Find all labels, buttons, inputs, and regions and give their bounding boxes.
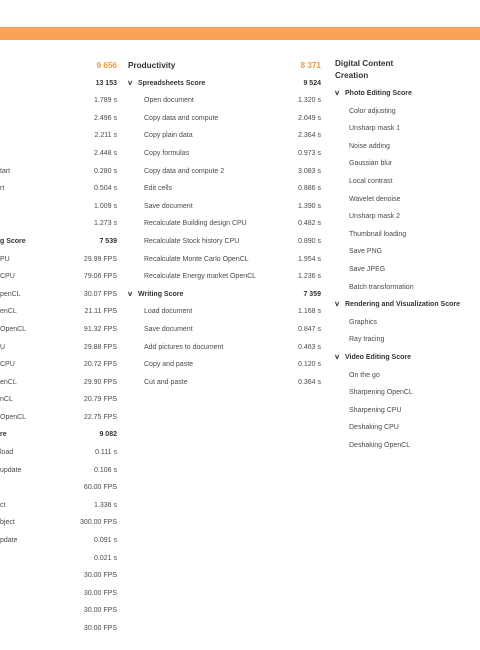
test-row [335, 208, 480, 226]
left-row-label: penCL [0, 290, 21, 298]
test-label: Batch transformation [349, 283, 414, 291]
left-row [0, 462, 117, 480]
test-label: Recalculate Monte Carlo OpenCL [144, 255, 249, 263]
test-row [128, 339, 321, 357]
left-row-value: 0.504 s [94, 185, 117, 193]
left-row-label: tart [0, 167, 11, 175]
left-row [0, 585, 117, 603]
left-row-label: rt [0, 185, 5, 193]
test-row [335, 419, 480, 437]
left-row-value: 29.90 FPS [83, 378, 117, 386]
test-row [128, 251, 321, 269]
chevron-down-icon: ∨ [334, 301, 341, 309]
section-label: Photo Editing Score [345, 90, 412, 97]
test-row [335, 261, 480, 279]
left-row-value: 1.789 s [94, 97, 117, 105]
left-row [0, 198, 117, 216]
test-value: 0.364 s [298, 378, 321, 386]
test-row [128, 233, 321, 251]
left-row-label: pdate [0, 537, 18, 545]
left-row-value: 0.111 s [95, 449, 117, 457]
test-row [128, 356, 321, 374]
test-label: Deshaking CPU [349, 424, 399, 432]
left-row [0, 356, 117, 374]
test-row [335, 173, 480, 191]
left-row-label: CPU [0, 273, 15, 281]
left-row-label: g Score [0, 237, 26, 245]
left-row-label: update [0, 466, 22, 474]
left-row-value: 30.00 FPS [83, 625, 117, 632]
left-row-label: ct [0, 501, 6, 509]
digital-content-creation-column [335, 57, 480, 454]
left-column-header [0, 57, 117, 75]
test-label: Copy formulas [144, 149, 190, 157]
test-row [128, 180, 321, 198]
left-row-label: OpenCL [0, 325, 27, 333]
test-label: Wavelet denoise [349, 195, 401, 203]
left-row-value: 2.496 s [94, 114, 117, 122]
chevron-down-icon: ∨ [127, 290, 134, 298]
test-value: 1.320 s [298, 97, 321, 105]
test-row [335, 155, 480, 173]
test-value: 2.364 s [298, 132, 321, 140]
test-label: Save document [144, 325, 193, 333]
top-strip [0, 0, 480, 27]
left-row-value: 9 082 [99, 431, 117, 439]
left-row-label: re [0, 431, 7, 439]
left-row-value: 0.280 s [94, 167, 117, 175]
test-label: Save JPEG [349, 265, 386, 273]
left-row [0, 163, 117, 181]
test-row [128, 145, 321, 163]
section-toggle[interactable] [335, 296, 480, 314]
left-row [0, 303, 117, 321]
test-label: Load document [144, 308, 193, 316]
test-value: 2.049 s [298, 114, 321, 122]
test-label: Deshaking OpenCL [349, 441, 411, 449]
left-row-value: 22.75 FPS [83, 413, 117, 421]
chevron-down-icon: ∨ [334, 353, 341, 361]
test-value: 0.482 s [298, 220, 321, 228]
productivity-title: Productivity [128, 61, 176, 70]
test-value: 1.390 s [298, 202, 321, 210]
left-row-value: 60.00 FPS [83, 484, 117, 492]
left-row [0, 550, 117, 568]
left-row-value: 1.273 s [94, 220, 117, 228]
left-row [0, 233, 117, 251]
left-row [0, 602, 117, 620]
left-row-label: OpenCL [0, 413, 27, 421]
test-value: 0.890 s [298, 237, 321, 245]
left-row-label: U [0, 343, 6, 351]
test-label: Unsharp mask 2 [349, 213, 400, 221]
test-value: 3.083 s [298, 167, 321, 175]
test-value: 7 359 [303, 290, 321, 298]
left-row [0, 497, 117, 515]
left-row-label: enCL [0, 308, 17, 316]
left-row-value: 20.79 FPS [83, 396, 117, 404]
test-label: Add pictures to document [144, 343, 224, 351]
left-row-value: 1.336 s [94, 501, 117, 509]
test-label: Gaussian blur [349, 160, 393, 168]
chevron-down-icon: ∨ [334, 90, 341, 97]
test-label: Recalculate Energy market OpenCL [144, 273, 257, 281]
left-row [0, 321, 117, 339]
left-results-column [0, 57, 117, 638]
left-row-value: 79.06 FPS [83, 273, 117, 281]
left-row [0, 567, 117, 585]
productivity-header [128, 57, 321, 75]
left-row-value: 29.99 FPS [83, 255, 117, 263]
test-row [335, 314, 480, 332]
left-row-label: CPU [0, 361, 15, 369]
test-label: Copy data and compute 2 [144, 167, 225, 175]
test-value: 1.168 s [298, 308, 321, 316]
test-value: 0.886 s [298, 185, 321, 193]
left-row [0, 620, 117, 638]
section-toggle[interactable] [128, 286, 321, 304]
section-toggle[interactable] [335, 85, 480, 103]
productivity-total: 8 371 [300, 61, 321, 70]
test-label: Copy plain data [144, 132, 193, 140]
dcc-title-line1: Digital Content [335, 59, 394, 68]
left-row [0, 92, 117, 110]
test-label: Ray tracing [349, 336, 385, 344]
left-row-value: 1.009 s [94, 202, 117, 210]
test-label: Recalculate Building design CPU [144, 220, 247, 228]
test-value: 0.973 s [298, 149, 321, 157]
test-label: Local contrast [349, 177, 393, 185]
left-row-value: 30.00 FPS [83, 589, 117, 597]
test-row [335, 279, 480, 297]
left-row [0, 251, 117, 269]
left-row-label: nCL [0, 396, 13, 404]
test-label: Copy data and compute [144, 114, 219, 122]
left-row [0, 532, 117, 550]
test-row [128, 321, 321, 339]
left-row-value: 7 539 [99, 237, 117, 245]
test-row [128, 92, 321, 110]
left-row [0, 145, 117, 163]
test-label: Noise adding [349, 142, 390, 150]
test-row [128, 303, 321, 321]
test-value: 1.954 s [298, 255, 321, 263]
test-label: Edit cells [144, 185, 173, 193]
test-row [128, 198, 321, 216]
left-row-value: 2.211 s [94, 132, 117, 140]
test-row [128, 110, 321, 128]
left-row [0, 110, 117, 128]
test-row [335, 437, 480, 455]
left-row-value: 30.07 FPS [83, 290, 117, 298]
left-row [0, 426, 117, 444]
left-row [0, 479, 117, 497]
test-row [128, 127, 321, 145]
section-label: Writing Score [138, 290, 184, 298]
left-row [0, 391, 117, 409]
dcc-title-line2: Creation [335, 70, 369, 80]
test-label: Sharpening OpenCL [349, 389, 413, 397]
left-row [0, 268, 117, 286]
test-label: Open document [144, 97, 194, 105]
test-row [335, 384, 480, 402]
test-row [335, 103, 480, 121]
left-row [0, 180, 117, 198]
left-column-total: 9 656 [96, 61, 117, 70]
left-row-value: 0.021 s [94, 554, 117, 562]
test-row [335, 226, 480, 244]
productivity-column [128, 57, 321, 391]
left-row [0, 409, 117, 427]
section-toggle[interactable] [335, 349, 480, 367]
test-row [128, 268, 321, 286]
left-row [0, 444, 117, 462]
left-row-value: 91.32 FPS [83, 325, 117, 333]
test-label: Save document [144, 202, 193, 210]
left-row [0, 75, 117, 93]
section-header [128, 286, 183, 304]
left-row-value: 2.448 s [94, 149, 117, 157]
test-label: Thumbnail loading [349, 230, 407, 238]
left-row-value: 0.091 s [94, 537, 117, 545]
test-label: Color adjusting [349, 107, 396, 115]
left-row [0, 514, 117, 532]
test-row [335, 402, 480, 420]
dcc-title [335, 57, 480, 85]
test-label: Sharpening CPU [349, 406, 402, 414]
test-row [335, 138, 480, 156]
left-row-value: 20.72 FPS [83, 361, 117, 369]
left-row-value: 300.00 FPS [80, 519, 117, 527]
left-row-value: 30.00 FPS [83, 607, 117, 615]
test-label: Graphics [349, 318, 378, 326]
test-row [128, 163, 321, 181]
test-row [335, 120, 480, 138]
left-row-value: 0.106 s [94, 466, 117, 474]
left-row-value: 30.00 FPS [83, 572, 117, 580]
test-row [335, 243, 480, 261]
test-value: 0.847 s [298, 325, 321, 333]
left-row-value: 21.11 FPS [84, 308, 117, 316]
left-row-value: 13 153 [95, 79, 117, 87]
test-value: 0.120 s [298, 361, 321, 369]
test-row [335, 367, 480, 385]
left-row [0, 215, 117, 233]
test-row [128, 215, 321, 233]
test-label: Recalculate Stock history CPU [144, 237, 240, 245]
left-row [0, 374, 117, 392]
section-label: Spreadsheets Score [138, 79, 206, 87]
left-row [0, 127, 117, 145]
left-row [0, 339, 117, 357]
test-row [335, 191, 480, 209]
test-label: Copy and paste [144, 361, 194, 369]
chevron-down-icon: ∨ [127, 79, 134, 87]
section-header [128, 75, 205, 93]
test-value: 0.463 s [298, 343, 321, 351]
test-value: 1.236 s [298, 273, 321, 281]
left-row [0, 286, 117, 304]
test-row [128, 374, 321, 392]
test-row [335, 331, 480, 349]
orange-accent-bar [0, 27, 480, 40]
test-label: On the go [349, 371, 380, 379]
left-row-label: enCL [0, 378, 17, 386]
test-label: Save PNG [349, 248, 383, 256]
test-label: Cut and paste [144, 378, 188, 386]
test-label: Unsharp mask 1 [349, 125, 400, 133]
section-toggle[interactable] [128, 75, 321, 93]
left-row-label: PU [0, 255, 10, 263]
section-label: Video Editing Score [345, 353, 411, 361]
left-row-label: bject [0, 519, 15, 527]
left-row-label: load [0, 449, 14, 457]
section-label: Rendering and Visualization Score [345, 301, 461, 309]
test-value: 9 524 [303, 79, 321, 87]
left-row-value: 29.88 FPS [83, 343, 117, 351]
